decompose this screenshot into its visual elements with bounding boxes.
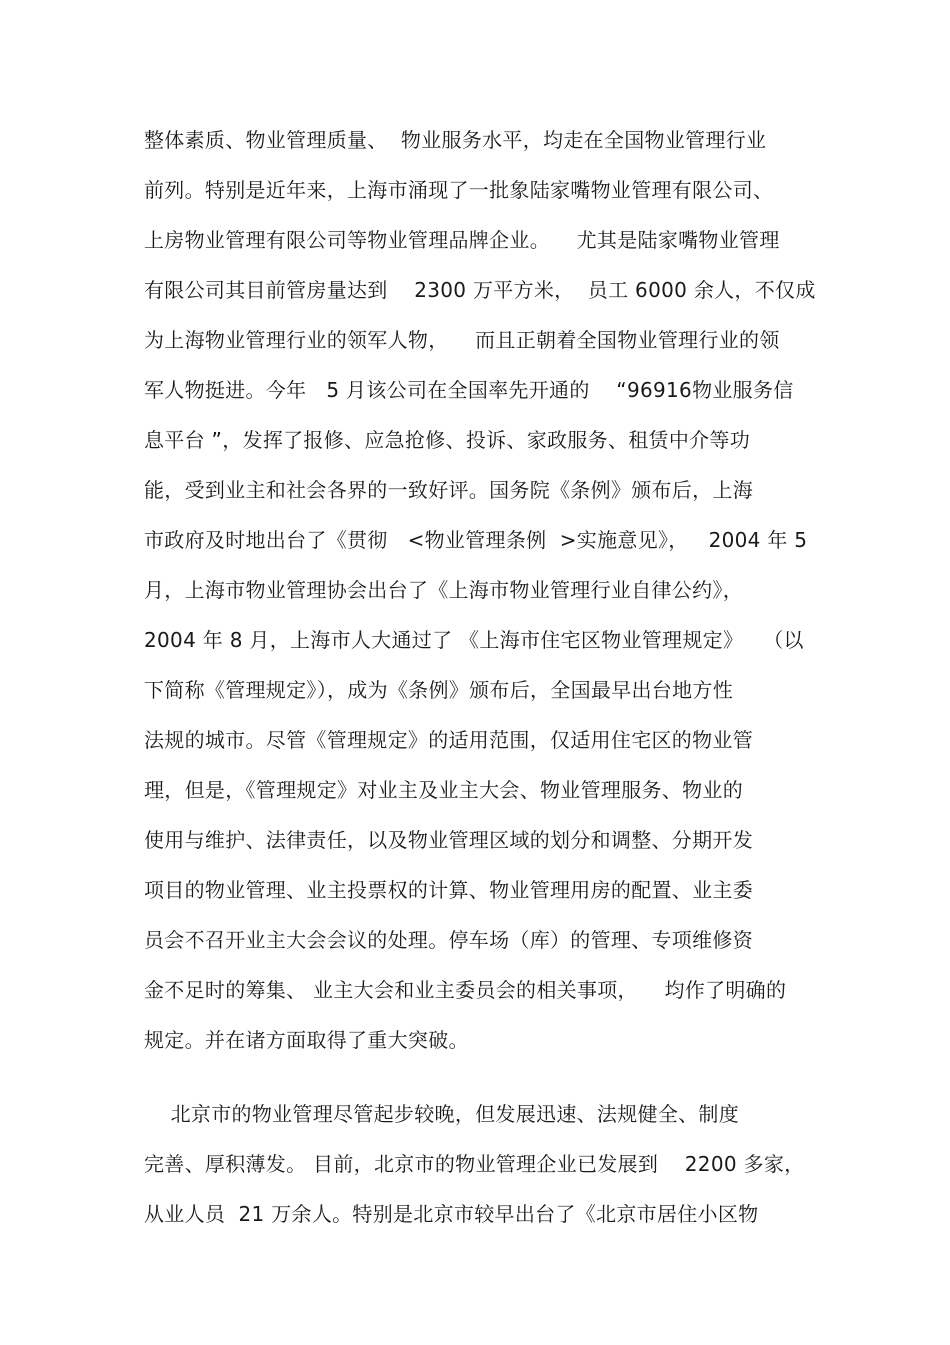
text-line: 法规的城市。尽管《管理规定》的适用范围，仅适用住宅区的物业管	[144, 728, 753, 752]
text-line: 上房物业管理有限公司等物业管理品牌企业。 尤其是陆家嘴物业管理	[144, 228, 780, 252]
text-line: 从业人员 21 万余人。特别是北京市较早出台了《北京市居住小区物	[144, 1202, 759, 1226]
text-line: 整体素质、物业管理质量、 物业服务水平，均走在全国物业管理行业	[144, 128, 767, 152]
text-line: 使用与维护、法律责任，以及物业管理区域的划分和调整、分期开发	[144, 828, 753, 852]
text-line: 完善、厚积薄发。 目前，北京市的物业管理企业已发展到 2200 多家，	[144, 1152, 805, 1176]
text-line: 能，受到业主和社会各界的一致好评。国务院《条例》颁布后，上海	[144, 478, 753, 502]
text-line: 月，上海市物业管理协会出台了《上海市物业管理行业自律公约》，	[144, 578, 743, 602]
text-line: 理，但是，《管理规定》对业主及业主大会、物业管理服务、物业的	[144, 778, 743, 802]
text-line: 有限公司其目前管房量达到 2300 万平方米， 员工 6000 余人，不仅成	[144, 278, 816, 302]
text-line: 下简称《管理规定》），成为《条例》颁布后，全国最早出台地方性	[144, 678, 733, 702]
text-line: 市政府及时地出台了《贯彻 <物业管理条例 >实施意见》， 2004 年 5	[144, 528, 808, 552]
text-line: 息平台 ”，发挥了报修、应急抢修、投诉、家政服务、租赁中介等功	[144, 428, 751, 452]
text-line: 北京市的物业管理尽管起步较晚，但发展迅速、法规健全、制度	[144, 1102, 740, 1126]
text-line: 为上海物业管理行业的领军人物， 而且正朝着全国物业管理行业的领	[144, 328, 780, 352]
text-line: 前列。特别是近年来，上海市涌现了一批象陆家嘴物业管理有限公司、	[144, 178, 774, 202]
text-line: 员会不召开业主大会会议的处理。停车场（库）的管理、专项维修资	[144, 928, 753, 952]
text-line: 项目的物业管理、业主投票权的计算、物业管理用房的配置、业主委	[144, 878, 753, 902]
text-line: 规定。并在诸方面取得了重大突破。	[144, 1028, 469, 1052]
text-line: 军人物挺进。今年 5 月该公司在全国率先开通的 “96916物业服务信	[144, 378, 794, 402]
text-line: 金不足时的筹集、 业主大会和业主委员会的相关事项， 均作了明确的	[144, 978, 787, 1002]
text-line: 2004 年 8 月，上海市人大通过了 《上海市住宅区物业管理规定》 （以	[144, 628, 804, 652]
